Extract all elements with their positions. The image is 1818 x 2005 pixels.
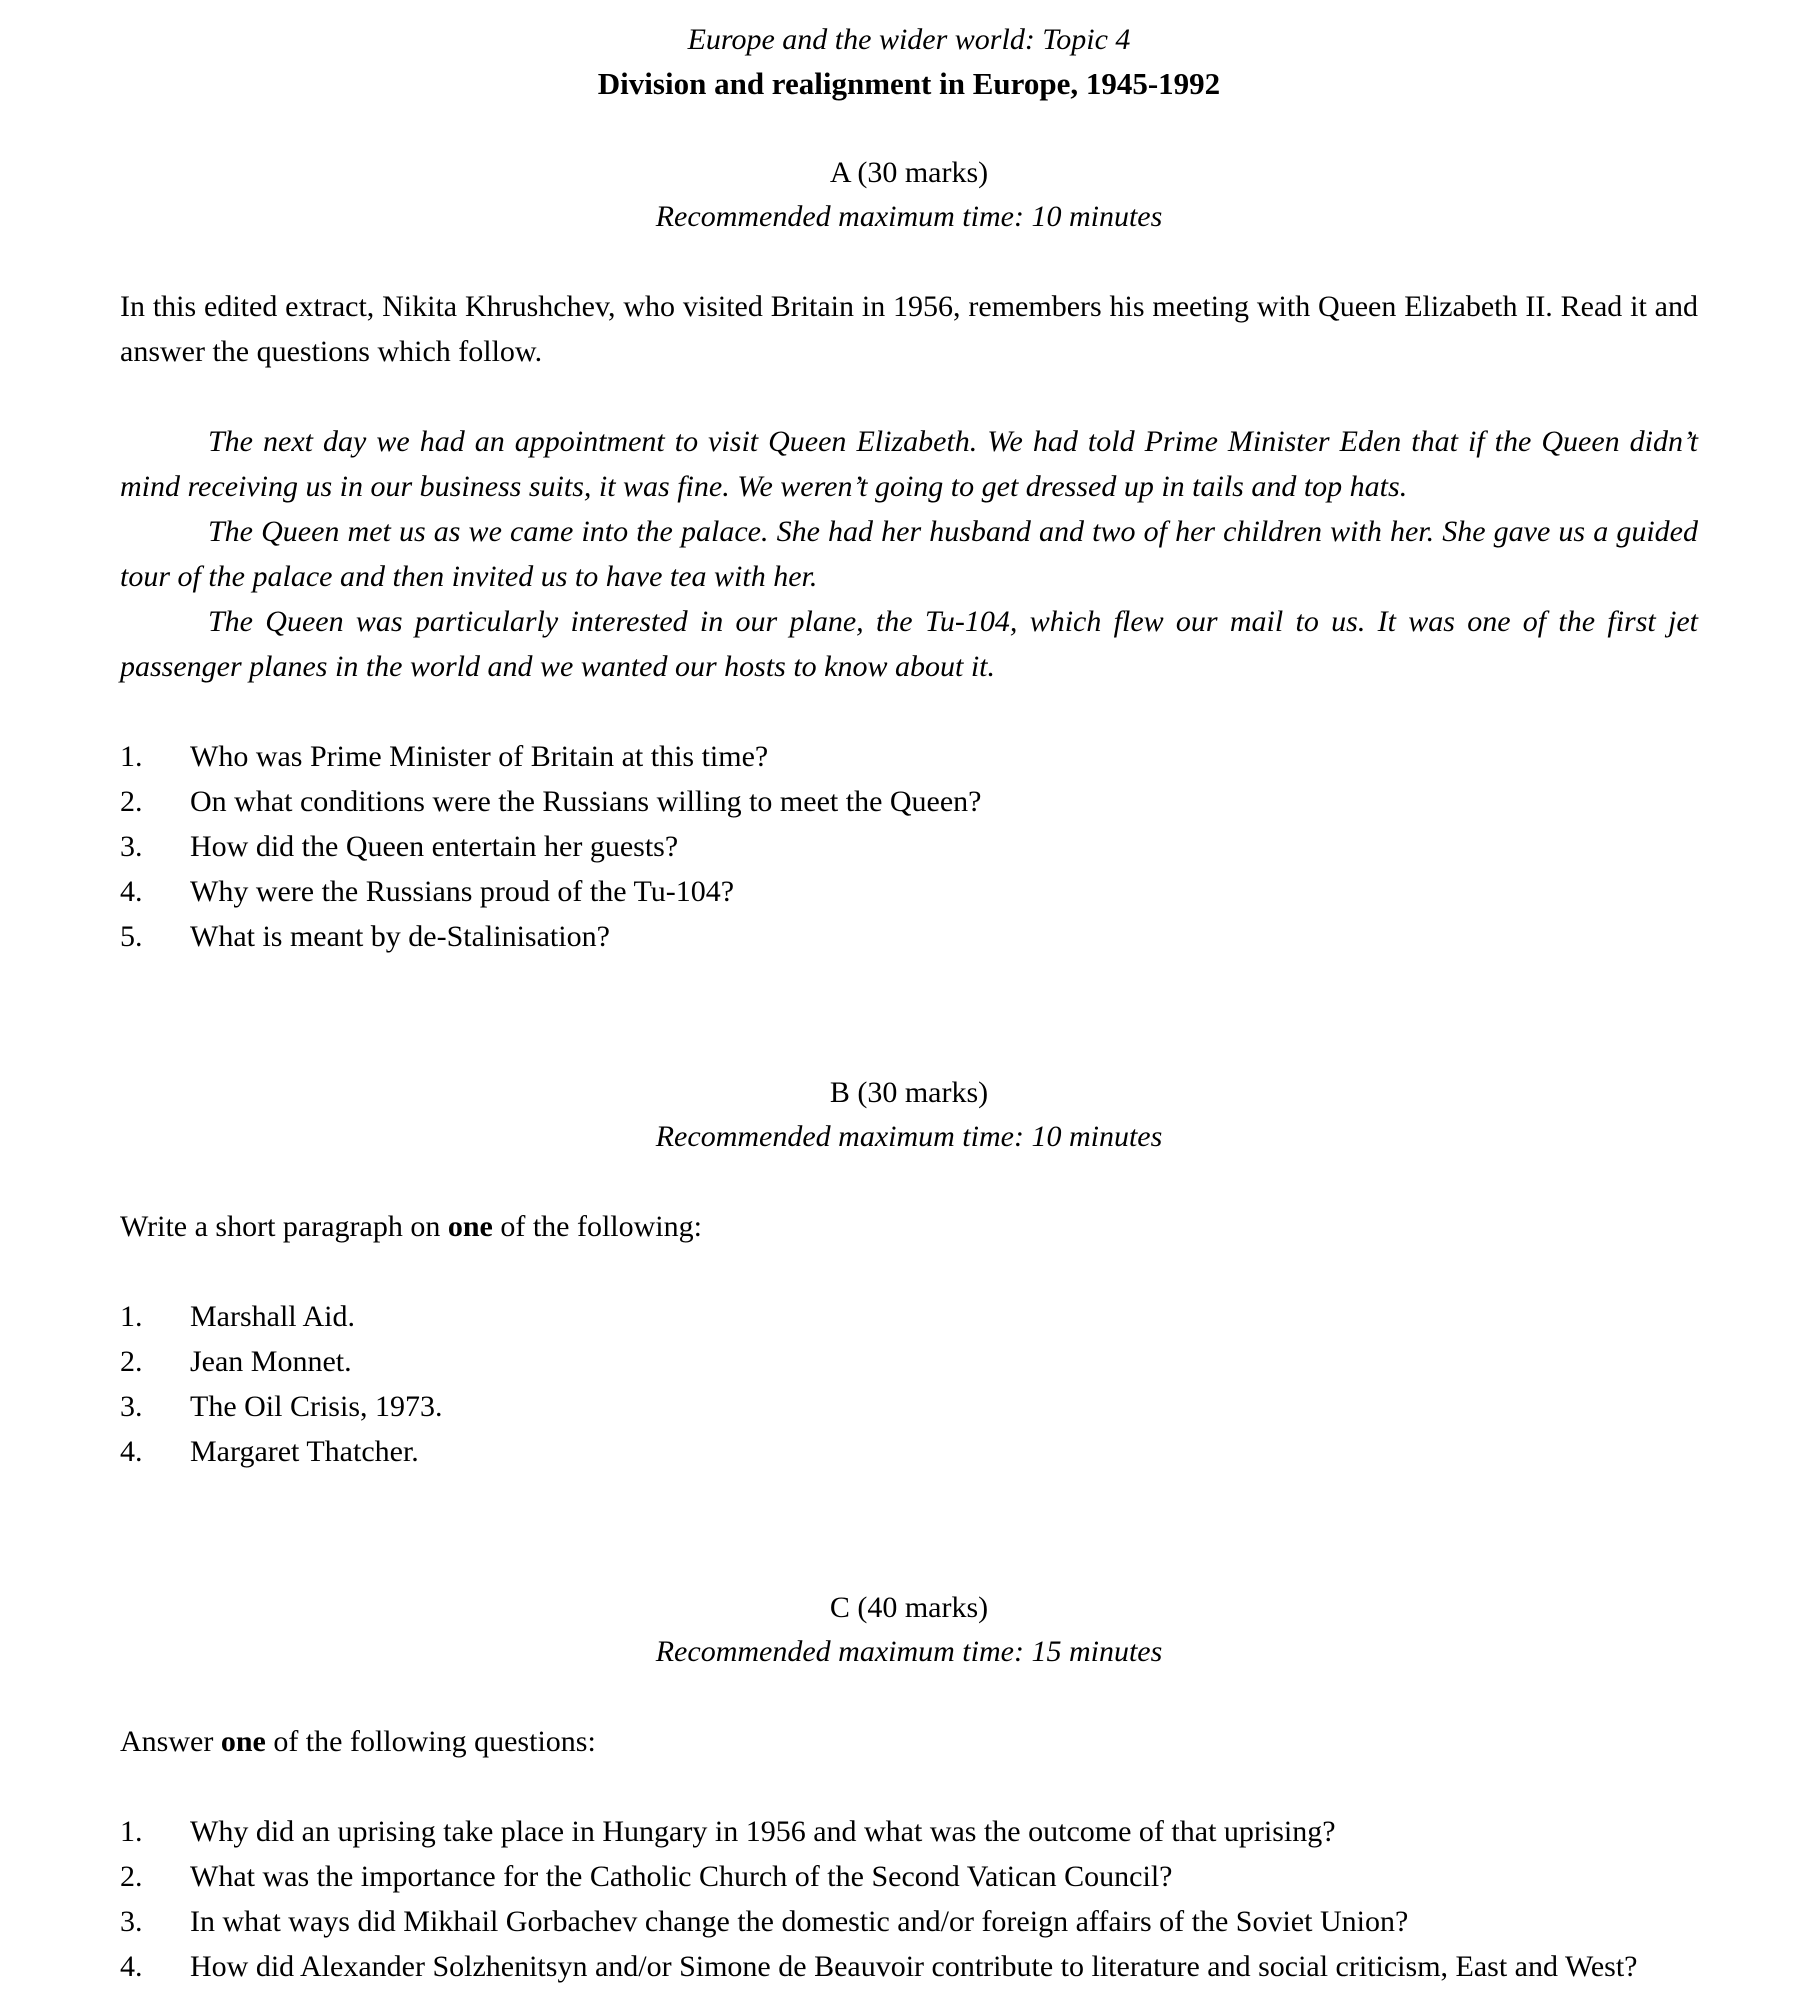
- list-item-text: How did Alexander Solzhenitsyn and/or Simone de Beauvoir contribute to literature and social criticism, East and West?: [190, 1950, 1638, 1983]
- spacer: [120, 239, 1698, 284]
- list-item-text: What was the importance for the Catholic Church of the Second Vatican Council?: [190, 1860, 1173, 1893]
- list-item-text: What is meant by de-Stalinisation?: [190, 920, 610, 953]
- section-a-intro: In this edited extract, Nikita Khrushchev, who visited Britain in 1956, remembers his meeting with Queen Elizabeth II. Read it and answer the questions which follow.: [120, 290, 1698, 368]
- list-item-number: 5.: [120, 920, 143, 953]
- list-item-number: 3.: [120, 830, 143, 863]
- list-item-text: Margaret Thatcher.: [190, 1435, 419, 1468]
- section-b-marks: B (30 marks): [829, 1076, 989, 1109]
- spacer: [120, 1159, 1698, 1204]
- list-item: [120, 869, 1698, 914]
- list-item-text: Who was Prime Minister of Britain at this time?: [190, 740, 769, 773]
- page-title: Division and realignment in Europe, 1945-1992: [597, 66, 1221, 101]
- extract-paragraph: The Queen was particularly interested in our plane, the Tu-104, which flew our mail to us. It was one of the first jet passenger planes in the world and we wanted our hosts to know about it.: [120, 605, 1698, 683]
- list-item-text: Why did an uprising take place in Hungary in 1956 and what was the outcome of that uprising?: [190, 1815, 1336, 1848]
- list-item: [120, 779, 1698, 824]
- spacer: [120, 106, 1698, 151]
- list-item-number: 1.: [120, 1815, 143, 1848]
- section-c-marks: C (40 marks): [829, 1591, 989, 1624]
- section-c: [120, 1586, 1698, 1989]
- spacer: [120, 689, 1698, 734]
- section-c-question-list: [120, 1809, 1698, 1989]
- spacer: [120, 1474, 1698, 1586]
- spacer: [120, 1764, 1698, 1809]
- instruction-emphasis: one: [447, 1210, 493, 1243]
- list-item-number: 2.: [120, 1860, 143, 1893]
- instruction-text-after: of the following questions:: [265, 1725, 596, 1758]
- instruction-text-after: of the following:: [492, 1210, 702, 1243]
- spacer: [120, 1674, 1698, 1719]
- section-b-question-list: [120, 1294, 1698, 1474]
- list-item: [120, 1944, 1698, 1989]
- section-a: [120, 151, 1698, 959]
- list-item: [120, 734, 1698, 779]
- section-a-marks: A (30 marks): [829, 156, 989, 189]
- section-b-time: Recommended maximum time: 10 minutes: [655, 1120, 1163, 1153]
- list-item-number: 2.: [120, 785, 143, 818]
- section-a-question-list: [120, 734, 1698, 959]
- topic-line: Europe and the wider world: Topic 4: [687, 23, 1131, 56]
- list-item-number: 4.: [120, 1950, 143, 1983]
- list-item-number: 3.: [120, 1390, 143, 1423]
- list-item: [120, 914, 1698, 959]
- list-item: [120, 1899, 1698, 1944]
- list-item-text: How did the Queen entertain her guests?: [190, 830, 679, 863]
- list-item: [120, 1294, 1698, 1339]
- section-c-time: Recommended maximum time: 15 minutes: [655, 1635, 1163, 1668]
- list-item-text: Marshall Aid.: [190, 1300, 355, 1333]
- spacer: [120, 959, 1698, 1071]
- list-item-number: 2.: [120, 1345, 143, 1378]
- section-a-time: Recommended maximum time: 10 minutes: [655, 200, 1163, 233]
- list-item: [120, 1429, 1698, 1474]
- extract-paragraph: The next day we had an appointment to visit Queen Elizabeth. We had told Prime Minister Eden that if the Queen didn’t mind receiving us in our business suits, it was fine. We weren’t going to get dressed up in tails and top hats.: [120, 425, 1698, 503]
- list-item-text: In what ways did Mikhail Gorbachev change the domestic and/or foreign affairs of the Soviet Union?: [190, 1905, 1409, 1938]
- instruction-text-before: Write a short paragraph on: [120, 1210, 448, 1243]
- list-item-number: 3.: [120, 1905, 143, 1938]
- list-item-number: 1.: [120, 740, 143, 773]
- section-b-instruction: [120, 1204, 1698, 1249]
- source-extract: [120, 419, 1698, 689]
- list-item: [120, 1809, 1698, 1854]
- list-item: [120, 1854, 1698, 1899]
- instruction-emphasis: one: [220, 1725, 266, 1758]
- list-item-number: 4.: [120, 875, 143, 908]
- spacer: [120, 1249, 1698, 1294]
- list-item-text: Why were the Russians proud of the Tu-104?: [190, 875, 735, 908]
- instruction-text-before: Answer: [120, 1725, 221, 1758]
- list-item: [120, 824, 1698, 869]
- section-c-instruction: [120, 1719, 1698, 1764]
- list-item-text: On what conditions were the Russians willing to meet the Queen?: [190, 785, 982, 818]
- extract-paragraph: The Queen met us as we came into the palace. She had her husband and two of her children with her. She gave us a guided tour of the palace and then invited us to have tea with her.: [120, 515, 1698, 593]
- list-item-number: 1.: [120, 1300, 143, 1333]
- list-item: [120, 1384, 1698, 1429]
- section-b: [120, 1071, 1698, 1474]
- list-item: [120, 1339, 1698, 1384]
- list-item-number: 4.: [120, 1435, 143, 1468]
- spacer: [120, 374, 1698, 419]
- list-item-text: Jean Monnet.: [190, 1345, 352, 1378]
- list-item-text: The Oil Crisis, 1973.: [190, 1390, 443, 1423]
